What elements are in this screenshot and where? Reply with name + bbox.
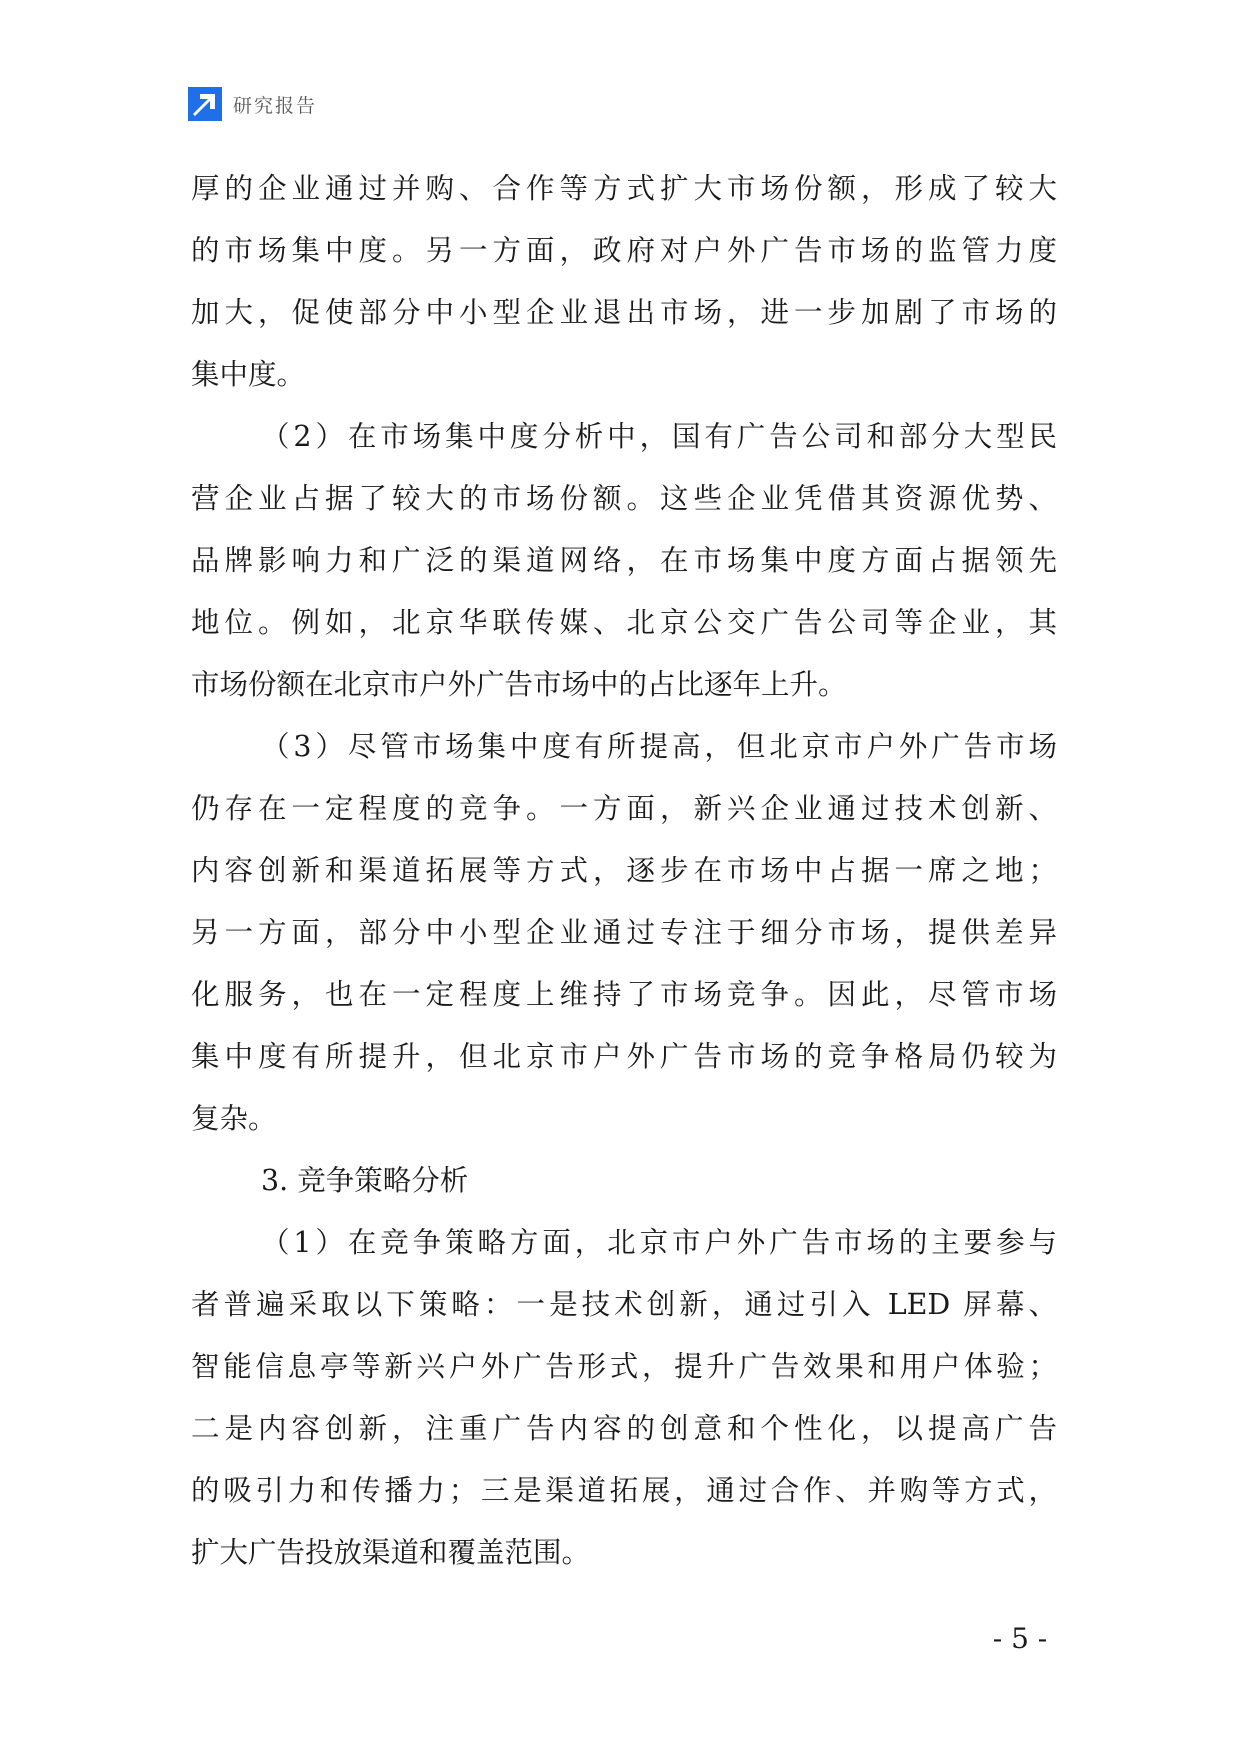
text-line: 地位。例如，北京华联传媒、北京公交广告公司等企业，其 [191,606,1057,639]
text-line: 厚的企业通过并购、合作等方式扩大市场份额，形成了较大 [191,172,1057,205]
paragraph [191,716,1057,1150]
text-line: 仍存在一定程度的竞争。一方面，新兴企业通过技术创新、 [191,792,1057,825]
text-line: 营企业占据了较大的市场份额。这些企业凭借其资源优势、 [191,482,1057,515]
text-line: 集中度。 [191,358,306,391]
text-line: （2）在市场集中度分析中，国有广告公司和部分大型民 [261,420,1057,453]
paragraph [191,158,1057,406]
section-heading [191,1150,1057,1212]
text-line: 扩大广告投放渠道和覆盖范围。 [191,1536,591,1569]
section-heading-text: 3. 竞争策略分析 [261,1164,469,1197]
report-header [188,86,317,122]
text-line: 的市场集中度。另一方面，政府对户外广告市场的监管力度 [191,234,1057,267]
paragraph [191,406,1057,716]
paragraph [191,1212,1057,1584]
text-line: 加大，促使部分中小型企业退出市场，进一步加剧了市场的 [191,296,1057,329]
text-line: （3）尽管市场集中度有所提高，但北京市户外广告市场 [261,730,1057,763]
text-line: 化服务，也在一定程度上维持了市场竞争。因此，尽管市场 [191,978,1057,1011]
text-line: 市场份额在北京市户外广告市场中的占比逐年上升。 [191,668,847,701]
header-title: 研究报告 [233,94,318,117]
arrow-logo-icon [188,87,222,121]
text-line: 者普遍采取以下策略：一是技术创新，通过引入 LED 屏幕、 [191,1288,1057,1321]
text-line: 品牌影响力和广泛的渠道网络，在市场集中度方面占据领先 [191,544,1057,577]
text-line: 复杂。 [191,1102,277,1135]
text-line: 二是内容创新，注重广告内容的创意和个性化，以提高广告 [191,1412,1057,1445]
text-line: 的吸引力和传播力；三是渠道拓展，通过合作、并购等方式， [191,1474,1057,1507]
text-line: 智能信息亭等新兴户外广告形式，提升广告效果和用户体验； [191,1350,1057,1383]
text-line: 另一方面，部分中小型企业通过专注于细分市场，提供差异 [191,916,1057,949]
text-line: 集中度有所提升，但北京市户外广告市场的竞争格局仍较为 [191,1040,1057,1073]
document-body [191,158,1057,1584]
page-number: - 5 - [992,1622,1048,1655]
text-line: （1）在竞争策略方面，北京市户外广告市场的主要参与 [261,1226,1057,1259]
text-line: 内容创新和渠道拓展等方式，逐步在市场中占据一席之地； [191,854,1057,887]
